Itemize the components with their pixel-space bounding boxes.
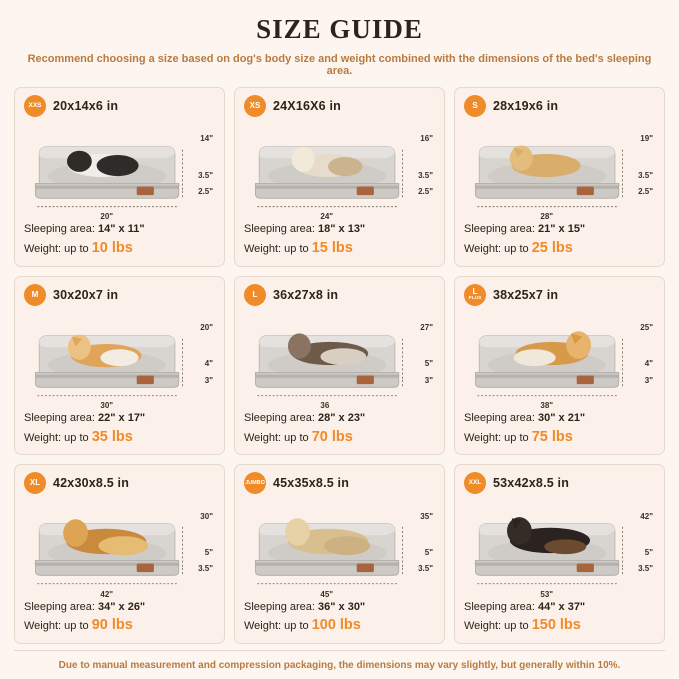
callout-mid: 4" — [204, 359, 213, 369]
sleeping-area-row — [244, 221, 435, 238]
bed-illustration — [464, 495, 655, 596]
bed-illustration-wrap — [244, 307, 435, 411]
size-badge-label: XL — [29, 478, 41, 488]
callout-width: 30" — [100, 401, 114, 411]
weight-uptolabel: up to — [64, 620, 89, 633]
size-card[interactable] — [234, 87, 445, 267]
sleeping-area-row — [24, 599, 215, 616]
card-info — [244, 599, 435, 637]
card-info — [464, 410, 655, 448]
callout-height: 35" — [420, 511, 433, 521]
weight-label: Weight: — [244, 431, 282, 444]
sleeping-area-row — [24, 221, 215, 238]
callout-low: 3" — [204, 375, 213, 385]
bed-dimensions: 30x20x7 in — [53, 287, 119, 302]
callout-low: 3" — [644, 375, 653, 385]
sleeping-area-row — [464, 221, 655, 238]
card-header — [464, 95, 655, 117]
weight-label: Weight: — [464, 620, 502, 633]
weight-label: Weight: — [244, 242, 282, 255]
bed-illustration — [244, 307, 435, 411]
callout-height: 20" — [200, 322, 213, 332]
weight-value: 150 lbs — [531, 617, 581, 634]
weight-value: 15 lbs — [311, 239, 353, 256]
card-header — [464, 284, 655, 306]
size-badge-label: XXL — [468, 479, 482, 487]
callout-width: 36 — [320, 401, 330, 411]
size-badge — [24, 284, 46, 306]
callout-low: 3.5" — [638, 564, 653, 574]
bed-illustration — [464, 118, 655, 222]
card-header — [24, 95, 215, 117]
bed-dimensions: 36x27x8 in — [273, 287, 339, 302]
weight-value: 90 lbs — [91, 617, 133, 634]
weight-label: Weight: — [24, 242, 62, 255]
weight-uptolabel: up to — [284, 242, 309, 255]
callout-low: 2.5" — [418, 186, 433, 196]
sleeping-area-row — [464, 410, 655, 427]
bed-illustration-wrap — [244, 495, 435, 599]
size-card[interactable] — [14, 276, 225, 456]
sleeping-area-value: 34" x 26" — [98, 600, 146, 613]
weight-row — [24, 427, 215, 449]
size-card[interactable] — [454, 464, 665, 644]
bed-illustration-wrap — [24, 307, 215, 411]
card-header — [24, 284, 215, 306]
bed-illustration-wrap — [464, 118, 655, 222]
callout-width: 53" — [540, 589, 554, 599]
callout-low: 3" — [424, 375, 433, 385]
callout-low: 2.5" — [638, 186, 653, 196]
size-badge-label: XS — [249, 101, 261, 110]
weight-row — [244, 615, 435, 637]
size-badge — [464, 472, 486, 494]
callout-height: 19" — [640, 134, 653, 144]
callout-width: 28" — [540, 212, 554, 222]
sleeping-area-row — [24, 410, 215, 427]
weight-value: 100 lbs — [311, 617, 361, 634]
weight-uptolabel: up to — [504, 431, 529, 444]
size-badge-label: L — [472, 287, 478, 297]
sleeping-area-label: Sleeping area: — [244, 223, 315, 236]
card-info — [24, 410, 215, 448]
callout-height: 27" — [420, 322, 433, 332]
weight-label: Weight: — [244, 620, 282, 633]
size-badge-label: JUMBO — [245, 479, 265, 486]
size-badge — [24, 472, 46, 494]
sleeping-area-value: 22" x 17" — [98, 412, 146, 425]
card-header — [244, 472, 435, 494]
sleeping-area-row — [244, 410, 435, 427]
callout-height: 14" — [200, 134, 213, 144]
bed-dimensions: 38x25x7 in — [493, 287, 559, 302]
callout-width: 45" — [320, 589, 334, 599]
card-info — [244, 410, 435, 448]
weight-row — [244, 238, 435, 260]
size-card[interactable] — [454, 87, 665, 267]
callout-height: 30" — [200, 511, 213, 521]
size-badge — [244, 284, 266, 306]
sleeping-area-value: 30" x 21" — [538, 412, 586, 425]
weight-uptolabel: up to — [64, 242, 89, 255]
bed-dimensions: 28x19x6 in — [493, 99, 559, 113]
size-badge-label: S — [472, 101, 478, 110]
callout-mid: 4" — [644, 359, 653, 369]
sleeping-area-label: Sleeping area: — [464, 600, 535, 613]
bed-illustration-wrap — [464, 307, 655, 411]
weight-row — [24, 615, 215, 637]
weight-row — [244, 427, 435, 449]
weight-uptolabel: up to — [64, 431, 89, 444]
callout-mid: 5" — [644, 548, 653, 558]
sleeping-area-value: 14" x 11" — [98, 223, 145, 236]
callout-low: 3.5" — [198, 564, 213, 574]
bed-dimensions: 45x35x8.5 in — [273, 476, 350, 491]
size-badge — [464, 95, 486, 117]
sleeping-area-label: Sleeping area: — [244, 600, 315, 613]
bed-illustration — [24, 307, 215, 411]
weight-value: 70 lbs — [311, 428, 353, 445]
size-badge-label: XXS — [28, 101, 42, 109]
callout-mid: 5" — [424, 359, 433, 369]
size-card[interactable] — [454, 276, 665, 456]
size-badge-label: L — [252, 289, 258, 299]
card-info — [464, 221, 655, 259]
bed-dimensions: 20x14x6 in — [53, 99, 119, 113]
weight-uptolabel: up to — [284, 431, 309, 444]
card-info — [24, 221, 215, 259]
size-card[interactable] — [234, 464, 445, 644]
bed-dimensions: 42x30x8.5 in — [53, 476, 130, 491]
weight-row — [464, 615, 655, 637]
bed-illustration-wrap — [244, 118, 435, 222]
card-header — [24, 472, 215, 494]
sleeping-area-label: Sleeping area: — [24, 412, 95, 425]
weight-uptolabel: up to — [504, 620, 529, 633]
card-header — [464, 472, 655, 494]
weight-value: 25 lbs — [531, 239, 573, 256]
size-badge-sublabel: PLUS — [468, 295, 482, 301]
callout-height: 16" — [420, 134, 433, 144]
bed-illustration — [24, 118, 215, 222]
bed-illustration — [244, 495, 435, 596]
callout-height: 42" — [640, 511, 653, 521]
bed-illustration-wrap — [464, 495, 655, 599]
sleeping-area-label: Sleeping area: — [244, 412, 315, 425]
callout-height: 25" — [640, 322, 653, 332]
weight-label: Weight: — [464, 431, 502, 444]
sleeping-area-label: Sleeping area: — [24, 600, 95, 613]
bed-illustration-wrap — [24, 495, 215, 599]
sleeping-area-value: 18" x 13" — [318, 223, 366, 236]
callout-width: 42" — [100, 589, 114, 599]
callout-mid: 3.5" — [638, 170, 653, 180]
size-card[interactable] — [14, 87, 225, 267]
size-card[interactable] — [14, 464, 225, 644]
bed-illustration — [24, 495, 215, 596]
size-card[interactable] — [234, 276, 445, 456]
page-subtitle: Recommend choosing a size based on dog's body size and weight combined with the dimensions of the bed's sleeping area. — [27, 53, 652, 77]
card-header — [244, 95, 435, 117]
bed-dimensions: 24X16X6 in — [273, 99, 342, 113]
sleeping-area-value: 36" x 30" — [318, 600, 366, 613]
weight-label: Weight: — [464, 242, 502, 255]
sleeping-area-value: 28" x 23" — [318, 412, 366, 425]
callout-low: 2.5" — [198, 186, 213, 196]
sleeping-area-value: 44" x 37" — [538, 600, 586, 613]
weight-label: Weight: — [24, 620, 62, 633]
size-badge — [464, 284, 486, 306]
weight-value: 75 lbs — [531, 428, 573, 445]
sleeping-area-value: 21" x 15" — [538, 223, 586, 236]
footer-note: Due to manual measurement and compression packaging, the dimensions may vary slightly, but generally within 10%. — [58, 660, 621, 671]
size-badge — [24, 95, 46, 117]
weight-row — [464, 427, 655, 449]
bed-illustration — [244, 118, 435, 222]
weight-value: 35 lbs — [91, 428, 133, 445]
callout-width: 38" — [540, 401, 554, 411]
sleeping-area-label: Sleeping area: — [464, 223, 535, 236]
sleeping-area-row — [464, 599, 655, 616]
card-header — [244, 284, 435, 306]
weight-value: 10 lbs — [91, 239, 133, 256]
callout-width: 20" — [100, 212, 114, 222]
card-info — [24, 599, 215, 637]
page-title: SIZE GUIDE — [256, 14, 423, 44]
callout-mid: 5" — [424, 548, 433, 558]
callout-width: 24" — [320, 212, 334, 222]
size-badge — [244, 95, 266, 117]
callout-mid: 5" — [204, 548, 213, 558]
weight-row — [24, 238, 215, 260]
card-info — [244, 221, 435, 259]
bed-illustration-wrap — [24, 118, 215, 222]
bed-illustration — [464, 307, 655, 411]
weight-uptolabel: up to — [504, 242, 529, 255]
weight-uptolabel: up to — [284, 620, 309, 633]
sleeping-area-label: Sleeping area: — [464, 412, 535, 425]
weight-row — [464, 238, 655, 260]
size-card-grid — [14, 87, 665, 644]
bed-dimensions: 53x42x8.5 in — [493, 476, 570, 491]
size-badge — [244, 472, 266, 494]
callout-low: 3.5" — [418, 564, 433, 574]
card-info — [464, 599, 655, 637]
callout-mid: 3.5" — [418, 170, 433, 180]
callout-mid: 3.5" — [198, 170, 213, 180]
sleeping-area-row — [244, 599, 435, 616]
sleeping-area-label: Sleeping area: — [24, 223, 95, 236]
weight-label: Weight: — [24, 431, 62, 444]
size-badge-label: M — [31, 289, 39, 299]
